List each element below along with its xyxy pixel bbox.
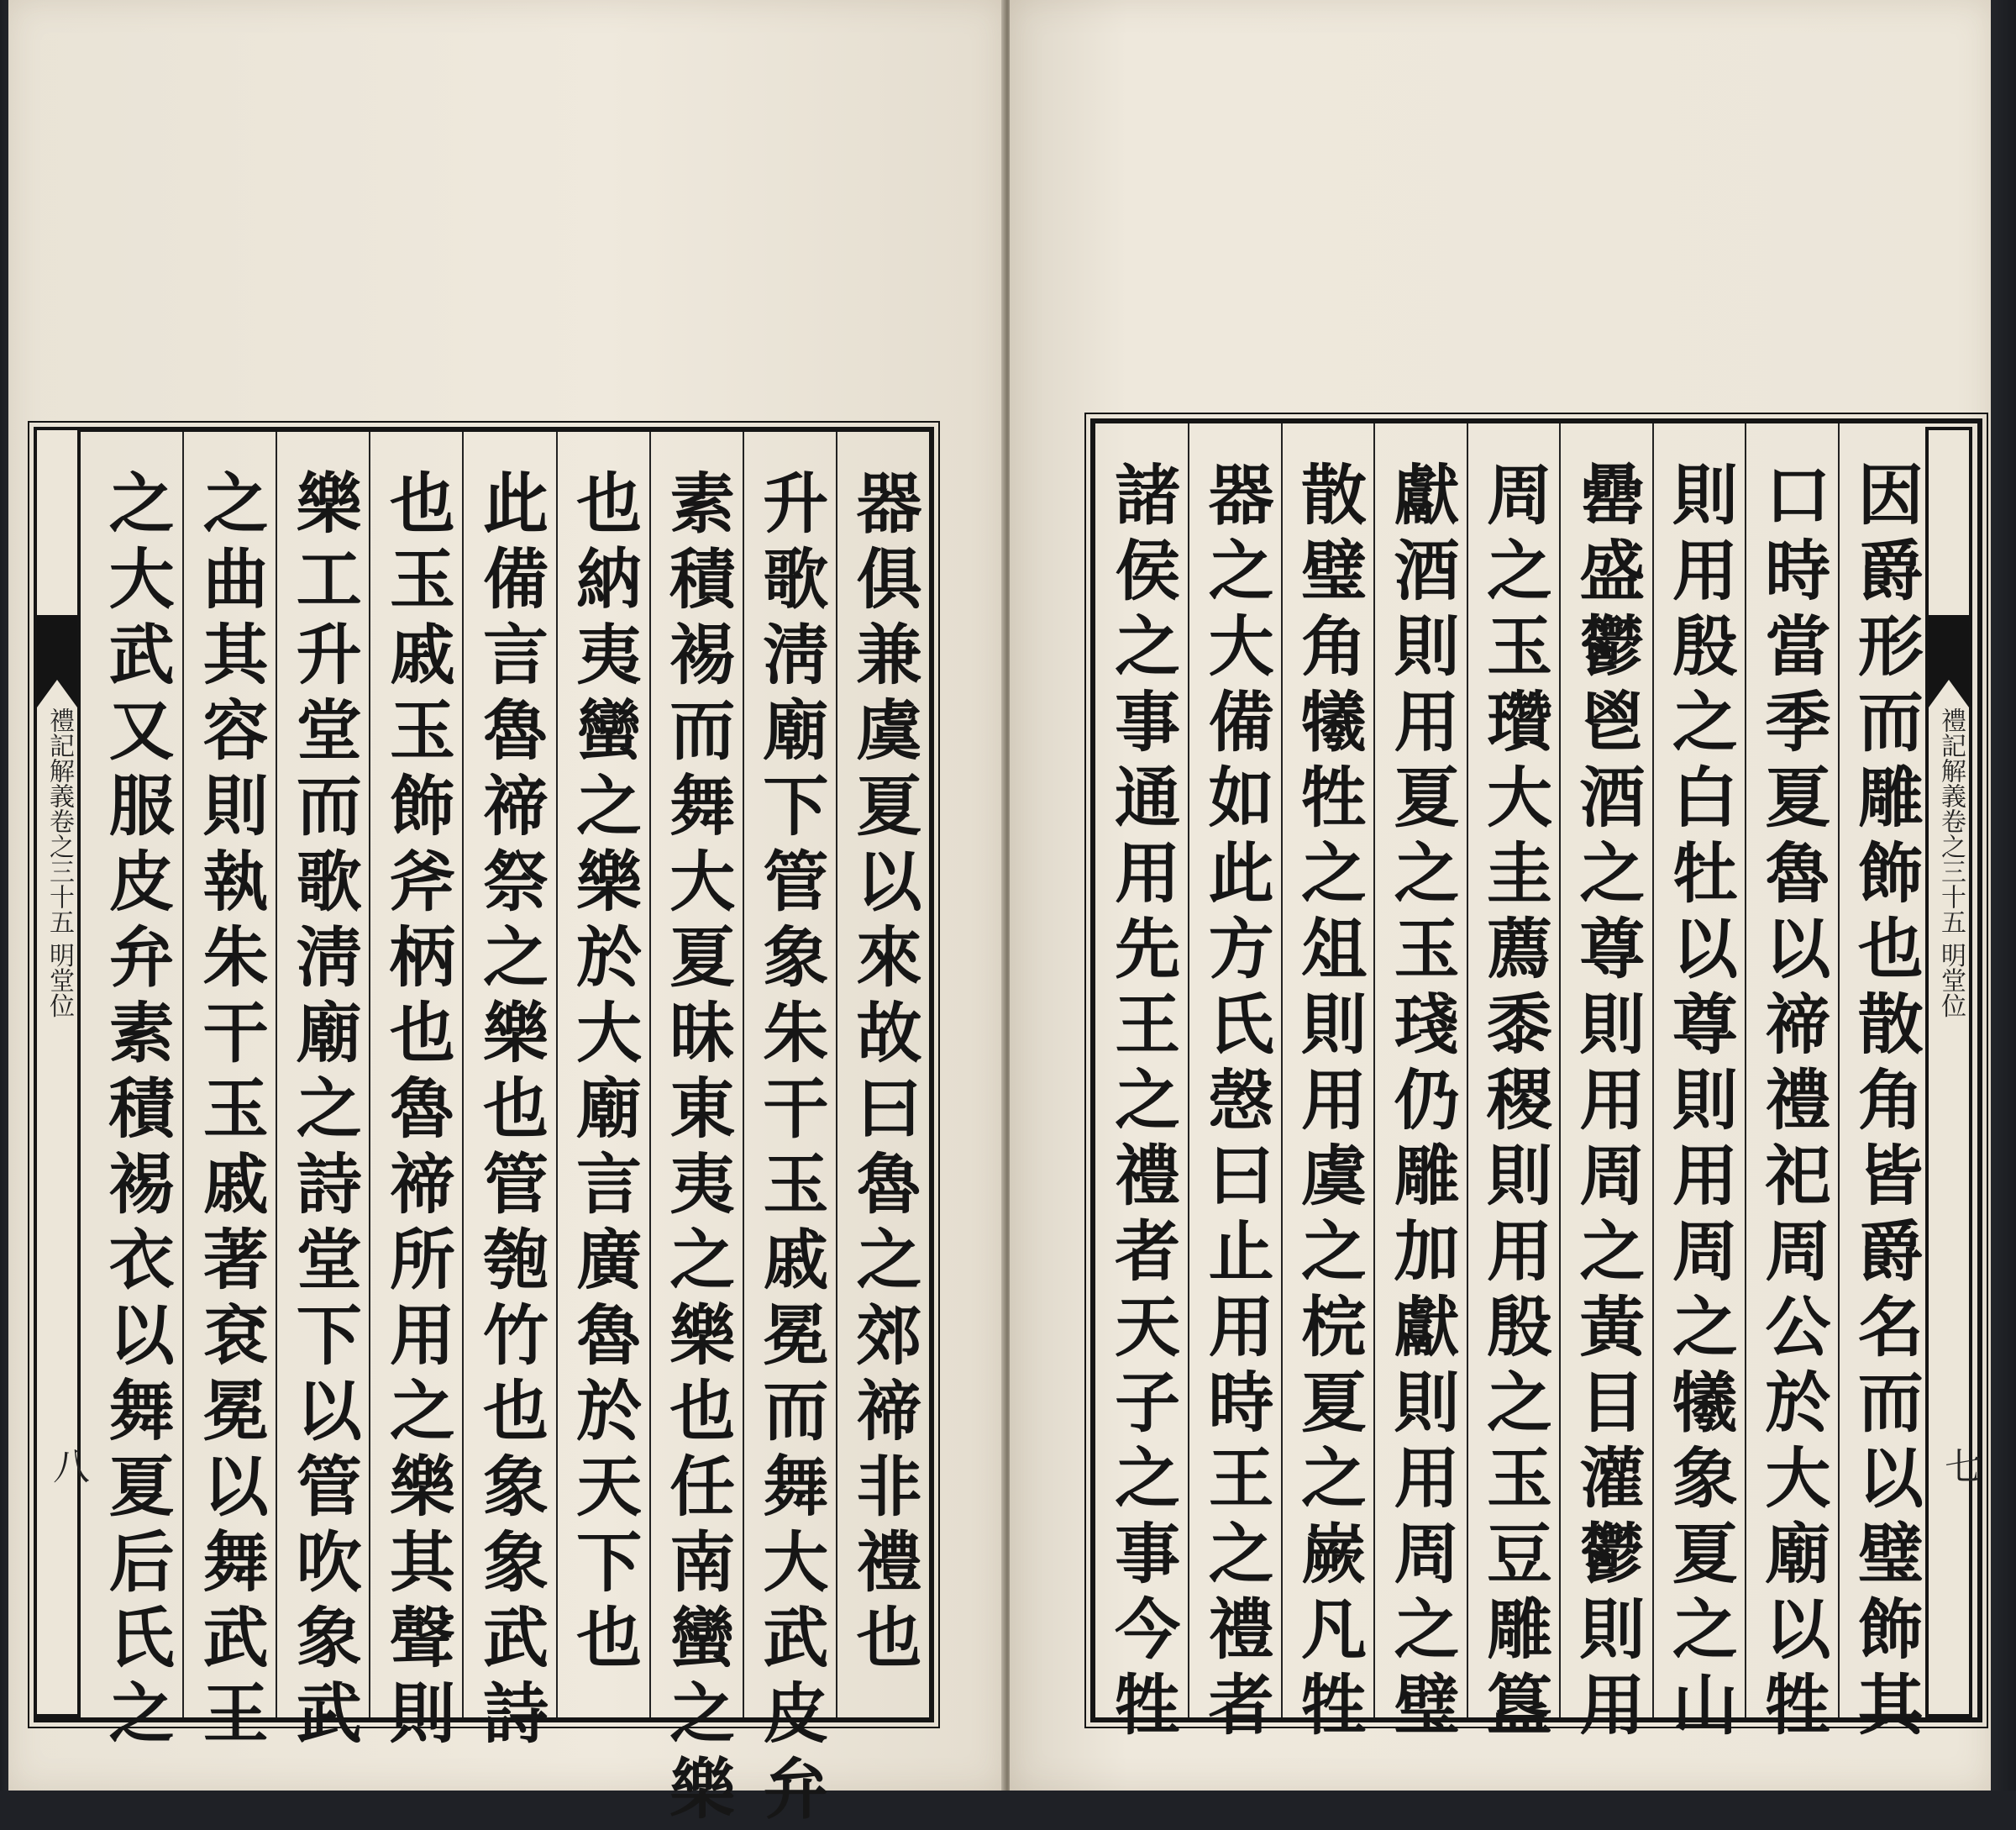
fish-tail-mark <box>1929 615 1969 707</box>
column-text: 因爵形而雕飾也散角皆爵名而以璧飾其 <box>1846 460 1924 1746</box>
text-column <box>649 432 743 1830</box>
text-column <box>182 432 276 1754</box>
left-text-frame <box>34 427 934 1830</box>
column-text: 獻酒則用夏之玉琖仍雕加獻則用周之璧 <box>1383 460 1460 1746</box>
leaf-number: 八 <box>46 1447 89 1484</box>
right-columns <box>1095 423 1977 1746</box>
text-column <box>1652 423 1745 1746</box>
column-text: 之曲其容則執朱干玉戚著袞冕以舞武王 <box>192 469 269 1754</box>
column-text: 也玉戚玉飾斧柄也魯禘所用之樂其聲則 <box>378 469 455 1754</box>
text-column <box>556 432 649 1717</box>
column-text: 器之大備如此方氏愨曰止用時王之禮者 <box>1197 460 1274 1746</box>
column-text: 口時當季夏魯以禘禮祀周公於大廟以牲 <box>1754 460 1831 1746</box>
text-column <box>1095 423 1188 1746</box>
text-column <box>1281 423 1373 1746</box>
column-text: 此備言魯禘祭之樂也管匏竹也象象武詩 <box>472 469 549 1754</box>
right-page <box>1010 0 1991 1791</box>
text-column <box>1373 423 1466 1746</box>
column-text: 則用殷之白牡以尊則用周之犧象夏之山 <box>1661 460 1738 1746</box>
text-column <box>89 432 182 1754</box>
leaf-number: 七 <box>1938 1447 1981 1484</box>
text-column <box>1467 423 1559 1746</box>
right-center-strip <box>1925 427 1981 1717</box>
left-columns <box>39 432 929 1830</box>
left-center-strip <box>34 427 89 1717</box>
strip-title: 禮記解義卷之三十五 明堂位 <box>1936 707 1966 1018</box>
text-column <box>276 432 369 1754</box>
text-column <box>1745 423 1837 1746</box>
text-column <box>836 432 929 1717</box>
text-column <box>1559 423 1651 1746</box>
column-text: 樂工升堂而歌淸廟之詩堂下以管吹象武 <box>285 469 362 1754</box>
column-text: 罍盛鬱鬯酒之尊則用周之黃目灌鬱則用 <box>1568 460 1646 1746</box>
column-text: 周之玉瓚大圭薦黍稷則用殷之玉豆雕簋 <box>1475 460 1552 1746</box>
right-text-frame <box>1090 418 1982 1746</box>
text-column <box>743 432 836 1830</box>
column-text: 之大武又服皮弁素積裼衣以舞夏后氏之 <box>97 469 175 1754</box>
text-column <box>1188 423 1280 1746</box>
text-column <box>462 432 555 1754</box>
text-column <box>1838 423 1930 1746</box>
column-text: 器俱兼虞夏以來故曰魯之郊禘非禮也 <box>845 469 922 1679</box>
fish-tail-mark <box>37 615 77 707</box>
column-text: 也納夷蠻之樂於大廟言廣魯於天下也 <box>565 469 643 1679</box>
left-page <box>8 0 1004 1830</box>
column-text: 諸侯之事通用先王之禮者天子之事今牲 <box>1104 460 1181 1746</box>
column-text: 素積裼而舞大夏昧東夷之樂也任南蠻之樂 <box>659 469 736 1830</box>
text-column <box>369 432 462 1754</box>
column-text: 散璧角犧牲之俎則用虞之梡夏之嶡凡牲 <box>1290 460 1368 1746</box>
strip-title: 禮記解義卷之三十五 明堂位 <box>45 707 74 1018</box>
column-text: 升歌淸廟下管象朱干玉戚冕而舞大武皮弁 <box>752 469 829 1830</box>
